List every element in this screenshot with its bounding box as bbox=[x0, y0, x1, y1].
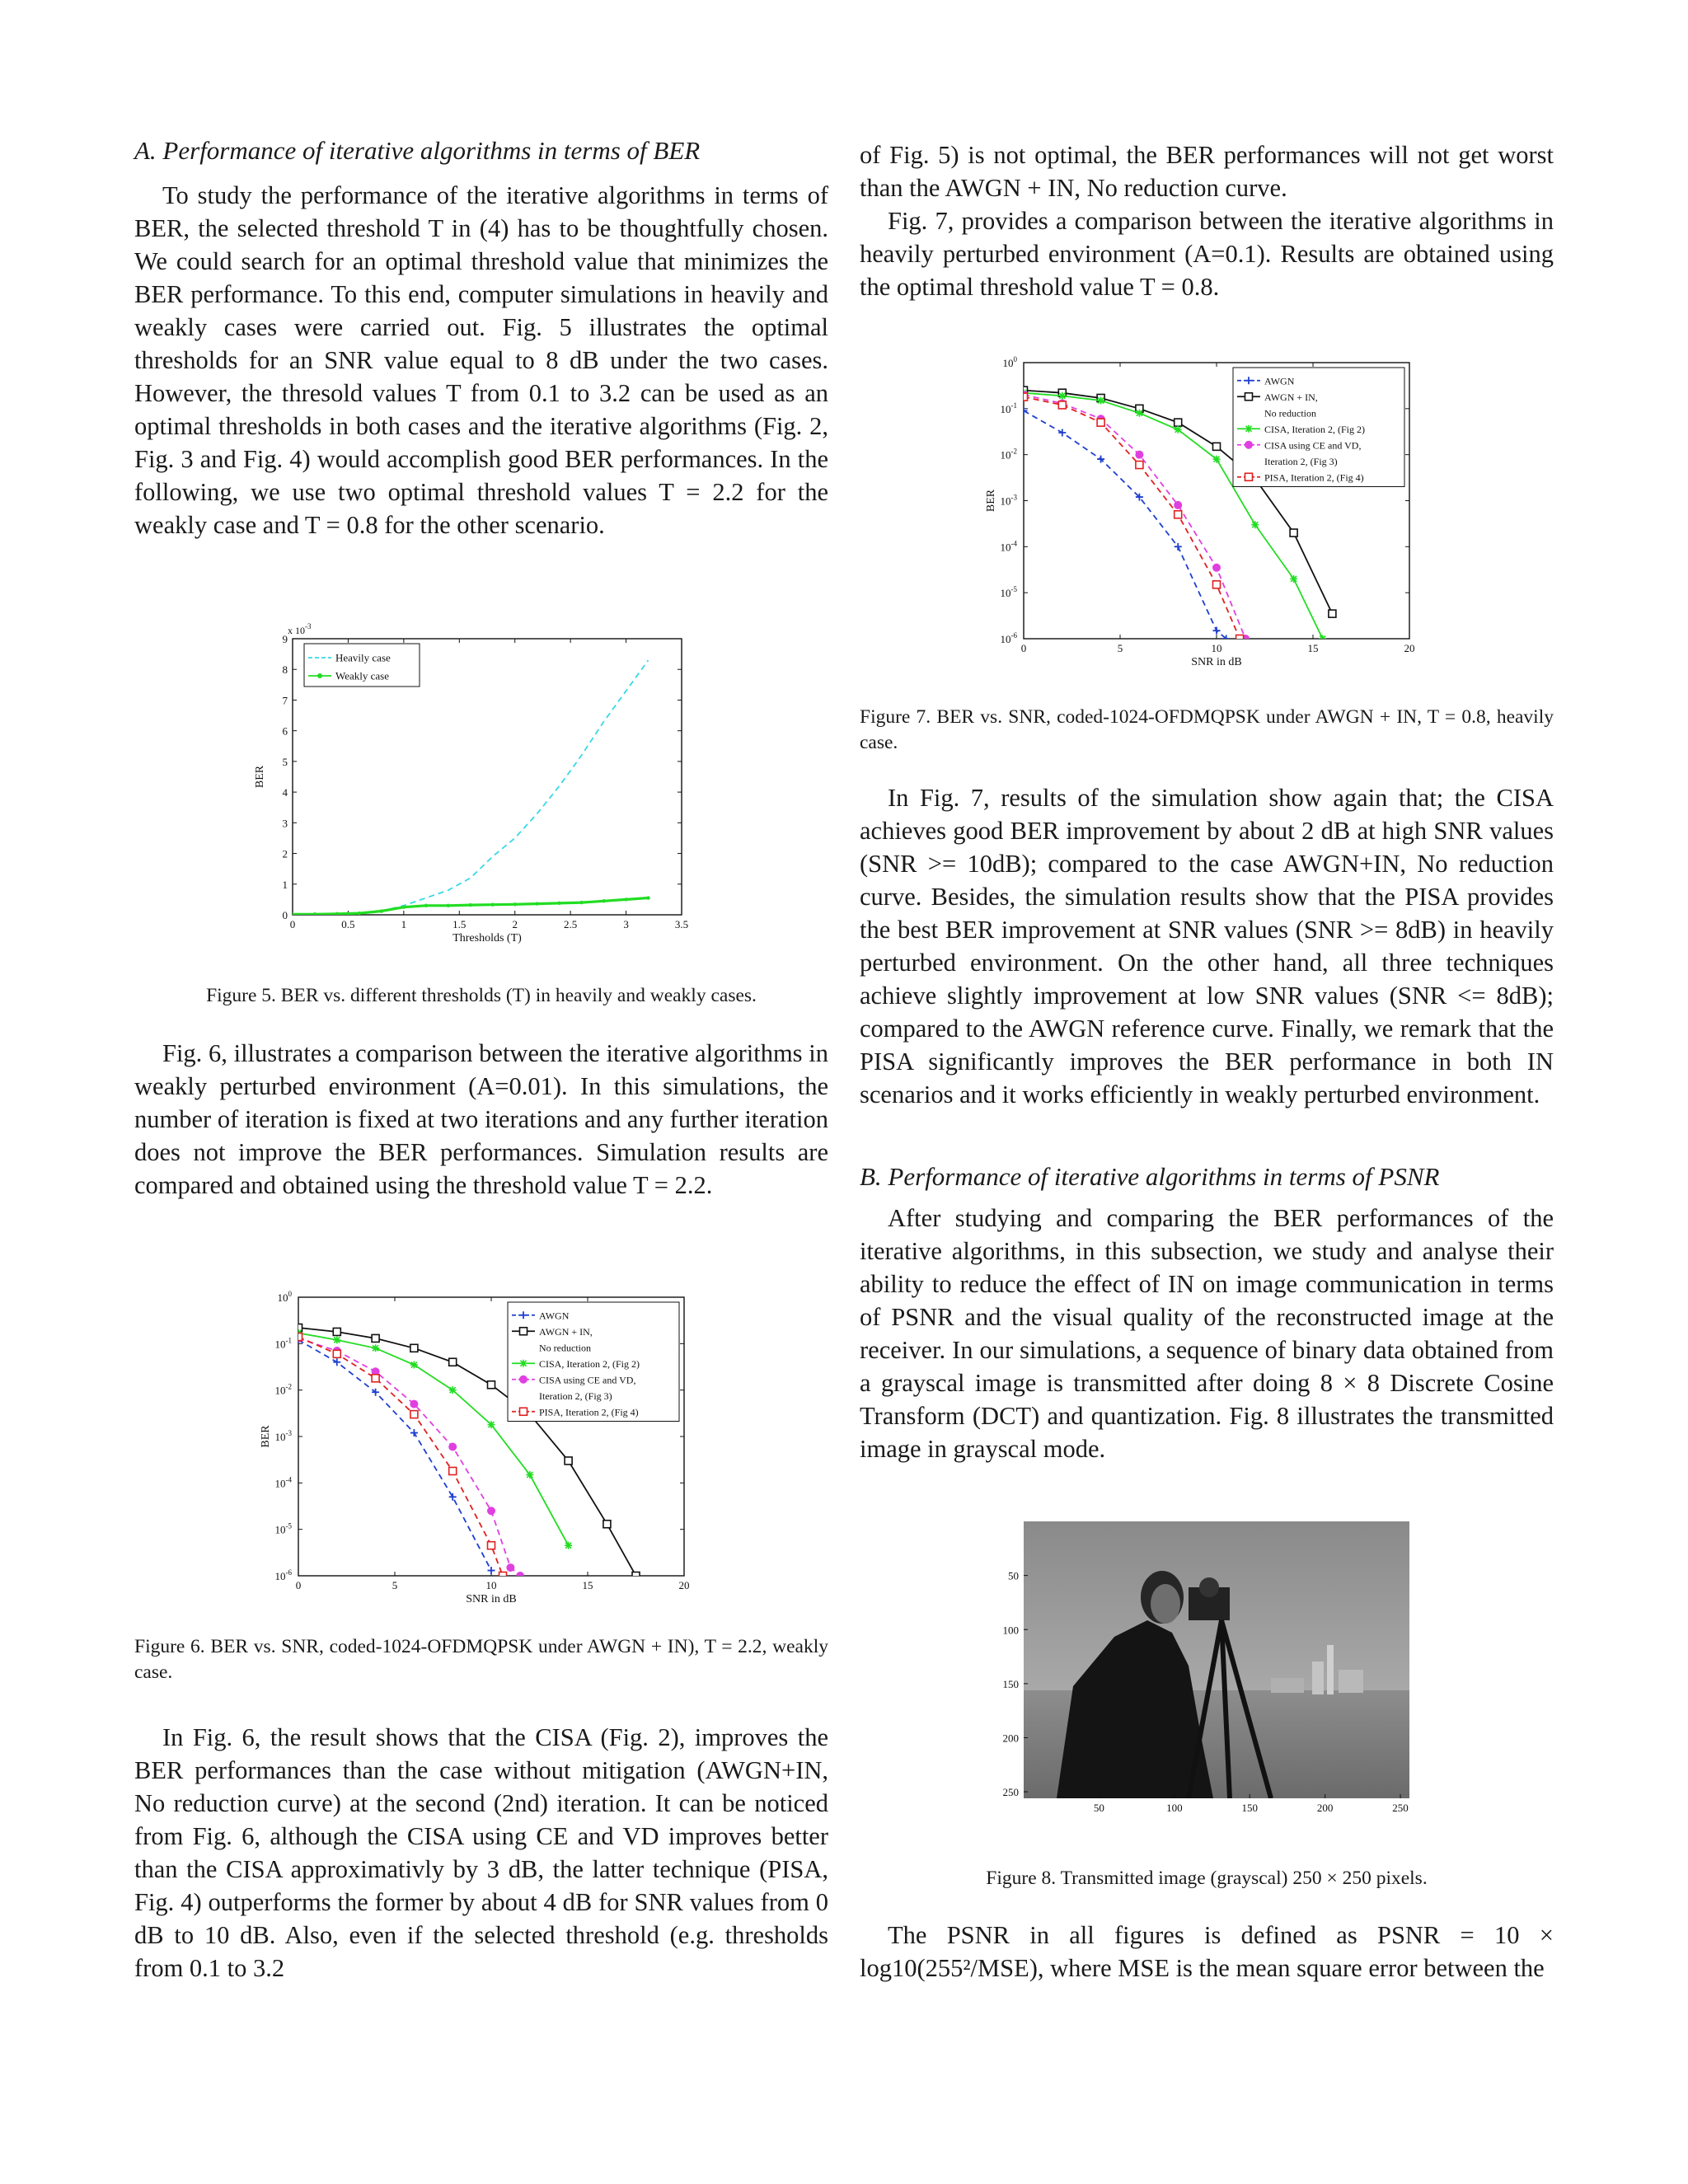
data-point bbox=[507, 1564, 514, 1572]
data-point bbox=[372, 1375, 379, 1382]
legend-marker bbox=[317, 673, 322, 678]
data-point bbox=[624, 898, 627, 901]
legend-label: PISA, Iteration 2, (Fig 4) bbox=[1264, 471, 1364, 484]
legend-label: CISA, Iteration 2, (Fig 2) bbox=[539, 1357, 640, 1370]
legend-marker bbox=[520, 1328, 528, 1335]
legend-label: Heavily case bbox=[335, 651, 391, 664]
data-point bbox=[449, 1467, 457, 1474]
x-tick-label: 15 bbox=[1307, 642, 1319, 654]
x-tick-label: 1.5 bbox=[452, 918, 467, 930]
y-tick-label: $10^{-6}$ bbox=[1000, 631, 1017, 645]
data-point bbox=[499, 1572, 507, 1580]
paragraph-psnr-study: After studying and comparing the BER performances of the iterative algorithms, in this subsection, we study and analyse their ability to reduce the effect of IN on image communication in terms of PSNR and the visual quality of the reconstructed image at the receiver. In our simulations, a sequence of binary data obtained from a grayscal image is transmitted after doing 8 × 8 Discrete Cosine Transform (DCT) and quantization. Fig. 8 illustrates the transmitted image in grayscal mode. bbox=[860, 1204, 1554, 1463]
data-point bbox=[632, 1572, 640, 1580]
y-tick-label: $10^0$ bbox=[1002, 355, 1017, 369]
legend-label: CISA using CE and VD, bbox=[1264, 439, 1362, 452]
legend-label: AWGN bbox=[1264, 375, 1295, 387]
x-axis-label: SNR in dB bbox=[466, 1593, 517, 1605]
figure-7-caption: Figure 7. BER vs. SNR, coded-1024-OFDMQPSK under AWGN + IN, T = 0.8, heavily case. bbox=[860, 706, 1554, 753]
legend-marker bbox=[1245, 393, 1253, 401]
data-point bbox=[1319, 635, 1326, 643]
legend-marker bbox=[1245, 425, 1253, 433]
data-point bbox=[372, 1334, 379, 1342]
figure-5-caption: Figure 5. BER vs. different thresholds (T) in heavily and weakly cases. bbox=[206, 985, 757, 1006]
x-tick-label: 250 bbox=[1392, 1802, 1409, 1814]
x-tick-label: 10 bbox=[485, 1579, 497, 1591]
y-tick-label: $10^{-4}$ bbox=[274, 1475, 292, 1490]
y-tick-label: 100 bbox=[1002, 1624, 1019, 1637]
legend-label: AWGN + IN, bbox=[539, 1325, 593, 1338]
data-point bbox=[491, 903, 495, 907]
section-b-heading: B. Performance of iterative algorithms in terms of PSNR bbox=[860, 1162, 1440, 1191]
legend-marker bbox=[520, 1360, 528, 1367]
figure-6-chart bbox=[247, 1274, 709, 1620]
data-point bbox=[1329, 610, 1336, 617]
y-tick-label: $10^{-5}$ bbox=[1000, 585, 1017, 600]
legend-label: CISA, Iteration 2, (Fig 2) bbox=[1264, 423, 1365, 435]
data-point bbox=[603, 1521, 611, 1528]
legend-marker bbox=[520, 1376, 528, 1383]
data-point bbox=[565, 1457, 572, 1465]
data-point bbox=[402, 905, 406, 908]
x-tick-label: 5 bbox=[1117, 642, 1123, 654]
paragraph-psnr-definition: The PSNR in all figures is defined as PSNR = 10 × log10(255²/MSE), where MSE is the mean square error between the bbox=[860, 1921, 1554, 1982]
data-point bbox=[565, 1542, 572, 1549]
y-tick-label: 4 bbox=[282, 786, 288, 799]
data-point bbox=[380, 909, 383, 912]
y-tick-label: 3 bbox=[282, 817, 288, 830]
data-point bbox=[1213, 581, 1221, 588]
data-point bbox=[1236, 635, 1244, 643]
paragraph-heavily-comparison: Fig. 7, provides a comparison between the iterative algorithms in heavily perturbed environment (A=0.1). Results are obtained using the optimal threshold value T = 0.8. bbox=[860, 207, 1554, 301]
data-point bbox=[333, 1336, 340, 1343]
data-point bbox=[333, 1328, 340, 1335]
y-tick-label: $10^{-1}$ bbox=[1000, 401, 1017, 415]
figure-8 bbox=[989, 1516, 1434, 1830]
figure-6-caption: Figure 6. BER vs. SNR, coded-1024-OFDMQPSK under AWGN + IN), T = 2.2, weakly case. bbox=[134, 1636, 828, 1683]
legend-label: No reduction bbox=[1264, 407, 1316, 419]
data-point bbox=[449, 1386, 457, 1394]
figure-5-chart bbox=[247, 610, 709, 956]
legend-label: Iteration 2, (Fig 3) bbox=[539, 1390, 612, 1402]
data-point bbox=[1097, 397, 1104, 405]
y-tick-label: 7 bbox=[282, 694, 288, 707]
data-point bbox=[1136, 451, 1143, 458]
y-tick-label: 200 bbox=[1002, 1732, 1019, 1745]
data-point bbox=[410, 1361, 418, 1369]
data-point bbox=[1175, 419, 1182, 426]
data-point bbox=[469, 903, 472, 907]
x-tick-label: 3.5 bbox=[674, 918, 689, 930]
y-axis-label: BER bbox=[260, 1425, 272, 1448]
data-point bbox=[1213, 443, 1221, 450]
data-point bbox=[1175, 501, 1182, 509]
data-point bbox=[1136, 410, 1143, 417]
data-point bbox=[449, 1443, 457, 1451]
y-tick-label: 6 bbox=[282, 724, 288, 738]
data-point bbox=[447, 904, 450, 907]
y-tick-label: $10^0$ bbox=[277, 1290, 292, 1304]
data-point bbox=[488, 1381, 495, 1389]
data-point bbox=[1251, 521, 1259, 528]
data-point bbox=[488, 1507, 495, 1515]
data-point bbox=[1175, 426, 1182, 434]
data-point bbox=[1290, 529, 1297, 537]
data-point bbox=[291, 912, 294, 916]
data-point bbox=[517, 1572, 524, 1580]
data-point bbox=[1097, 419, 1104, 426]
y-tick-label: 2 bbox=[282, 847, 288, 860]
figure-7 bbox=[973, 346, 1434, 676]
figure-8-caption: Figure 8. Transmitted image (grayscal) 250 × 250 pixels. bbox=[986, 1868, 1428, 1889]
x-tick-label: 0.5 bbox=[341, 918, 355, 930]
section-a-heading: A. Performance of iterative algorithms in terms of BER bbox=[134, 136, 701, 165]
y-tick-label: 150 bbox=[1002, 1677, 1019, 1690]
legend-label: CISA using CE and VD, bbox=[539, 1374, 636, 1386]
y-tick-label: 250 bbox=[1002, 1786, 1019, 1799]
legend-marker bbox=[520, 1408, 528, 1415]
legend-label: Weakly case bbox=[335, 669, 389, 682]
y-tick-label: $10^{-3}$ bbox=[1000, 493, 1017, 508]
data-point bbox=[410, 1400, 418, 1408]
x-tick-label: 20 bbox=[1404, 642, 1415, 654]
data-point bbox=[579, 901, 583, 904]
data-point bbox=[1213, 456, 1221, 463]
paragraph-fig7-results: In Fig. 7, results of the simulation show again that; the CISA achieves good BER improvement by about 2 dB at high SNR values (SNR >= 10dB); compared to the case AWGN+IN, No reduction curve. Besides, the simulation results show that the PISA provides the best BER improvement at SNR values (SNR >= 8dB) in heavily perturbed environment. On the other hand, all three techniques achieve slightly improvement at low SNR values (SNR <= 8dB); compared to the AWGN reference curve. Finally, we remark that the PISA significantly improves the BER performance in both IN scenarios and it works efficiently in weakly perturbed environment. bbox=[860, 784, 1554, 1108]
data-point bbox=[449, 1358, 457, 1366]
legend-label: Iteration 2, (Fig 3) bbox=[1264, 455, 1338, 467]
paragraph-continuation: of Fig. 5) is not optimal, the BER performances will not get worst than the AWGN + IN, No reduction curve. bbox=[860, 141, 1554, 202]
data-point bbox=[513, 902, 517, 906]
data-point bbox=[1290, 575, 1297, 583]
x-tick-label: 0 bbox=[295, 1579, 302, 1591]
x-axis-label: SNR in dB bbox=[1191, 656, 1242, 668]
data-point bbox=[488, 1421, 495, 1428]
paragraph-fig6-results: In Fig. 6, the result shows that the CISA (Fig. 2), improves the BER performances than the case without mitigation (AWGN+IN, No reduction curve) at the second (2nd) iteration. It can be noticed from Fig. 6, although the CISA using CE and VD improves better than the CISA approximativly by 3 dB, the latter technique (PISA, Fig. 4) outperforms the former by about 4 dB for SNR values from 0 dB to 10 dB. Also, even if the selected threshold (e.g. thresholds from 0.1 to 3.2 bbox=[134, 1723, 828, 1982]
data-point bbox=[535, 902, 538, 905]
figure-7-chart bbox=[973, 346, 1434, 676]
legend-label: PISA, Iteration 2, (Fig 4) bbox=[539, 1406, 639, 1418]
y-tick-label: 0 bbox=[282, 909, 288, 921]
y-tick-label: 50 bbox=[1008, 1569, 1019, 1582]
y-axis-label: BER bbox=[254, 765, 266, 789]
x-tick-label: 200 bbox=[1316, 1802, 1334, 1814]
legend bbox=[508, 1302, 679, 1422]
data-point bbox=[372, 1344, 379, 1352]
data-point bbox=[295, 1333, 302, 1341]
data-point bbox=[557, 902, 560, 905]
y-tick-label: $10^{-2}$ bbox=[1000, 447, 1017, 462]
y-tick-label: 5 bbox=[282, 755, 288, 768]
paragraph-weakly-comparison: Fig. 6, illustrates a comparison between the iterative algorithms in weakly perturbed environment (A=0.01). In this simulations, the number of iteration is fixed at two iterations and any further iteration does not improve the BER performances. Simulation results are compared and obtained using the threshold value T = 2.2. bbox=[134, 1039, 828, 1199]
x-tick-label: 15 bbox=[582, 1579, 593, 1591]
paragraph-threshold-selection: To study the performance of the iterative algorithms in terms of BER, the selected threshold T in (4) has to be thoughtfully chosen. We could search for an optimal threshold value that minimizes the BER performance. To this end, computer simulations in heavily and weakly cases were carried out. Fig. 5 illustrates the optimal thresholds for an SNR value equal to 8 dB under the two cases. However, the thresold values T from 0.1 to 3.2 can be used as an optimal thresholds in both cases and the iterative algorithms (Fig. 2, Fig. 3 and Fig. 4) would accomplish good BER performances. In the following, we use two optimal threshold values T = 2.2 for the weakly case and T = 0.8 for the other scenario. bbox=[134, 181, 828, 539]
y-exponent-label: x $10^{-3}$ bbox=[288, 622, 312, 636]
legend-label: AWGN + IN, bbox=[1264, 391, 1318, 403]
y-tick-label: $10^{-6}$ bbox=[274, 1568, 292, 1582]
x-tick-label: 0 bbox=[1020, 642, 1027, 654]
data-point bbox=[1020, 393, 1028, 401]
legend-label: AWGN bbox=[539, 1310, 570, 1322]
x-tick-label: 5 bbox=[392, 1579, 398, 1591]
legend-marker bbox=[1245, 441, 1253, 448]
y-axis-label: BER bbox=[985, 489, 997, 513]
legend bbox=[1233, 368, 1404, 487]
legend bbox=[304, 644, 420, 687]
y-tick-label: $10^{-3}$ bbox=[274, 1429, 292, 1443]
data-point bbox=[410, 1344, 418, 1352]
y-tick-label: $10^{-1}$ bbox=[274, 1336, 292, 1351]
legend-label: No reduction bbox=[539, 1342, 591, 1354]
x-tick-label: 1 bbox=[401, 918, 407, 930]
data-point bbox=[646, 896, 649, 899]
x-axis-label: Thresholds (T) bbox=[452, 932, 522, 944]
y-tick-label: $10^{-5}$ bbox=[274, 1521, 292, 1536]
y-tick-label: 1 bbox=[282, 878, 288, 891]
data-point bbox=[1058, 392, 1066, 400]
x-tick-label: 2 bbox=[512, 918, 518, 930]
data-point bbox=[1213, 564, 1221, 571]
y-tick-label: 9 bbox=[282, 633, 288, 645]
x-tick-label: 150 bbox=[1241, 1802, 1258, 1814]
x-tick-label: 3 bbox=[623, 918, 629, 930]
y-tick-label: $10^{-2}$ bbox=[274, 1382, 292, 1397]
x-tick-label: 100 bbox=[1166, 1802, 1183, 1814]
data-point bbox=[1058, 401, 1066, 409]
figure-6 bbox=[247, 1274, 709, 1620]
x-tick-label: 50 bbox=[1093, 1802, 1104, 1814]
figure-8-axes bbox=[989, 1516, 1434, 1830]
x-tick-label: 2.5 bbox=[564, 918, 578, 930]
data-point bbox=[526, 1471, 533, 1479]
x-tick-label: 0 bbox=[289, 918, 296, 930]
data-point bbox=[488, 1542, 495, 1549]
data-point bbox=[602, 899, 605, 902]
data-point bbox=[1136, 462, 1143, 469]
data-point bbox=[1175, 511, 1182, 518]
figure-5 bbox=[247, 610, 709, 956]
legend-marker bbox=[1245, 473, 1253, 480]
x-tick-label: 20 bbox=[678, 1579, 690, 1591]
y-tick-label: 8 bbox=[282, 663, 288, 677]
data-point bbox=[358, 912, 361, 915]
data-point bbox=[333, 1350, 340, 1357]
data-point bbox=[424, 904, 428, 907]
data-point bbox=[313, 912, 316, 916]
data-point bbox=[410, 1411, 418, 1418]
x-tick-label: 10 bbox=[1211, 642, 1222, 654]
y-tick-label: $10^{-4}$ bbox=[1000, 539, 1017, 554]
